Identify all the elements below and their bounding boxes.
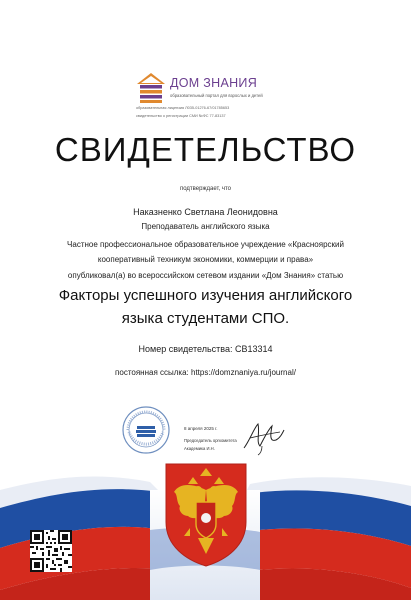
license-line: образовательная лицензия Л035-01276-67/01785653 <box>136 106 230 110</box>
signature-role-line-2: Академика И.Н. <box>184 446 215 451</box>
header-logo <box>136 72 306 122</box>
organization-line-1: Частное профессиональное образовательное учреждение «Красноярский <box>67 240 344 249</box>
brand-subtitle: образовательный портал для взрослых и детей <box>170 93 263 98</box>
signature-role-line-1: Председатель оргкомитета <box>184 438 237 443</box>
organization-line-2: кооперативный техникум экономики, коммерции и права» <box>97 255 314 264</box>
person-position: Преподаватель английского языка <box>141 222 270 231</box>
person-name: Наказненко Светлана Леонидовна <box>133 207 278 217</box>
signature-icon <box>240 418 286 456</box>
certificate-title: СВИДЕТЕЛЬСТВО <box>54 131 357 168</box>
seal-stamp-icon <box>121 405 171 455</box>
published-line: опубликовал(а) во всероссийском сетевом издании «Дом Знания» статью <box>67 271 344 280</box>
certificate-number: Номер свидетельства: СВ13314 <box>138 344 273 354</box>
house-logo-icon <box>136 72 166 104</box>
confirms-text: подтверждает, что <box>179 186 232 192</box>
article-title-line-2: языка студентами СПО. <box>121 310 290 327</box>
qr-code-icon <box>30 530 72 572</box>
brand-name: ДОМ ЗНАНИЯ <box>170 76 258 90</box>
permalink: постоянная ссылка: https://domznaniya.ru/journal/ <box>115 368 296 377</box>
signature-date: 8 апреля 2025 г. <box>184 426 218 431</box>
registry-line: свидетельство о регистрации СМИ №ФС 77-83137 <box>136 114 226 118</box>
article-title-line-1: Факторы успешного изучения английского <box>58 287 353 304</box>
coat-of-arms-icon <box>160 462 252 567</box>
